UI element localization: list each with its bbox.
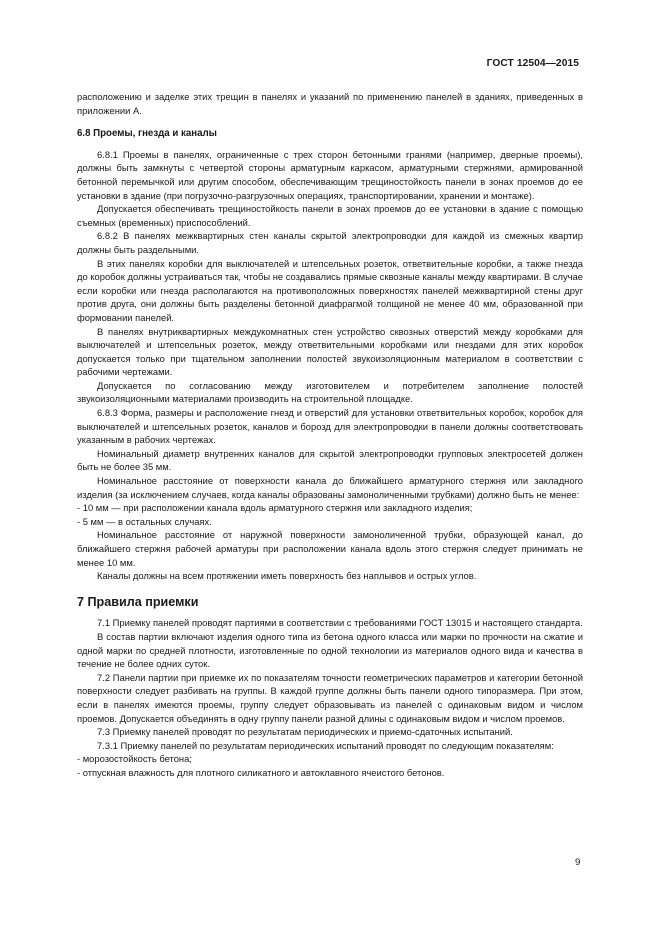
paragraph-6-8-1: 6.8.1 Проемы в панелях, ограниченные с трех сторон бетонными гранями (например, дверные проемы), должны быть замкнуты с четвертой стороны арматурным каркасом, арматурными стержнями, армированной бетонной перемычкой или другим способом, обеспечивающим трещиностойкость панели в зонах проемов до ее установки в здание (при погрузочно-разгрузочных операциях, транспортировании, хранении и монтаже). — [77, 148, 583, 201]
list-item: - морозостойкость бетона; — [77, 753, 192, 765]
paragraph: В этих панелях коробки для выключателей и штепсельных розеток, ответвительные коробки, а также гнезда до коробок должны устраиваться так, чтобы не создавались прямые сквозные каналы между квартирами. В случае если коробки или гнезда располагаются на противоположных поверхностях панелей межквартирной стены друг против друга, они должны быть разделены бетонной диафрагмой толщиной не менее 40 мм, образованной при формовании панелей. — [77, 257, 583, 323]
paragraph: Номинальное расстояние от поверхности канала до ближайшего арматурного стержня или закладного изделия (за исключением случаев, когда каналы образованы замоноличенными трубками) должно быть не менее: — [77, 475, 583, 500]
paragraph: расположению и заделке этих трещин в панелях и указаний по применению панелей в зданиях, приведенных в приложении А. — [77, 91, 583, 116]
list-item: - 10 мм — при расположении канала вдоль арматурного стержня или закладного изделия; — [77, 502, 473, 514]
paragraph: Каналы должны на всем протяжении иметь поверхность без наплывов и острых углов. — [97, 570, 477, 582]
document-number: ГОСТ 12504—2015 — [486, 58, 579, 69]
page-body — [77, 90, 583, 780]
section-7-heading: 7 Правила приемки — [77, 594, 199, 609]
paragraph-6-8-3: 6.8.3 Форма, размеры и расположение гнезд и отверстий для установки ответвительных коробок, коробок для выключателей и штепсельных розеток, каналов и борозд для электропроводки в панели должны соответствовать указанным в рабочих чертежах. — [77, 407, 583, 446]
paragraph: Допускается по согласованию между изготовителем и потребителем заполнение полостей звукоизоляционными материалами производить на строительной площадке. — [77, 379, 583, 405]
paragraph: В панелях внутриквартирных междукомнатных стен устройство сквозных отверстий между коробками для выключателей и штепсельных розеток, между ответвительными коробками или гнездами для этих коробок допускается только при тщательном заполнении полостей звукоизоляционным материалом в соответствии с рабочими чертежами. — [77, 325, 583, 378]
paragraph: Номинальный диаметр внутренних каналов для скрытой электропроводки групповых электросетей должен быть не более 35 мм. — [77, 447, 583, 473]
paragraph: Допускается обеспечивать трещиностойкость панели в зонах проемов до ее установки в здание с помощью съемных (временных) приспособлений. — [77, 203, 583, 228]
paragraph-7-2: 7.2 Панели партии при приемке их по показателям точности геометрических параметров и категории бетонной поверхности следует разбивать на группы. В каждой группе должны быть панели одного типоразмера. При этом, если в панелях имеются проемы, группу следует образовывать из панелей с одинаковым видом и числом проемов. Допускается объединять в одну группу панели разной длины с одинаковым видом и числом проемов. — [77, 671, 583, 724]
page-number: 9 — [575, 857, 581, 868]
paragraph: Номинальное расстояние от наружной поверхности замоноличенной трубки, образующей канал, до ближайшего стержня рабочей арматуры при расположении канала вдоль этого стержня следует принимать не менее 10 мм. — [77, 529, 583, 568]
list-item: - отпускная влажность для плотного силикатного и автоклавного ячеистого бетонов. — [77, 766, 445, 778]
paragraph-7-1: 7.1 Приемку панелей проводят партиями в соответствии с требованиями ГОСТ 13015 и настоящего стандарта. — [97, 617, 583, 629]
paragraph-7-3-1: 7.3.1 Приемку панелей по результатам периодических испытаний проводят по следующим показателям: — [97, 739, 554, 751]
paragraph: В состав партии включают изделия одного типа из бетона одного класса или марки по прочности на сжатие и одной марки по средней плотности, изготовленные по одной технологии из материалов одного вида и качества в течение не более одних суток. — [77, 630, 583, 670]
list-item: - 5 мм — в остальных случаях. — [77, 515, 212, 527]
paragraph-7-3: 7.3 Приемку панелей проводят по результатам периодических и приемо-сдаточных испытаний. — [97, 726, 513, 738]
section-6-8-heading: 6.8 Проемы, гнезда и каналы — [77, 128, 217, 140]
paragraph-6-8-2: 6.8.2 В панелях межквартирных стен каналы скрытой электропроводки для каждой из смежных квартир должны быть раздельными. — [77, 230, 583, 255]
